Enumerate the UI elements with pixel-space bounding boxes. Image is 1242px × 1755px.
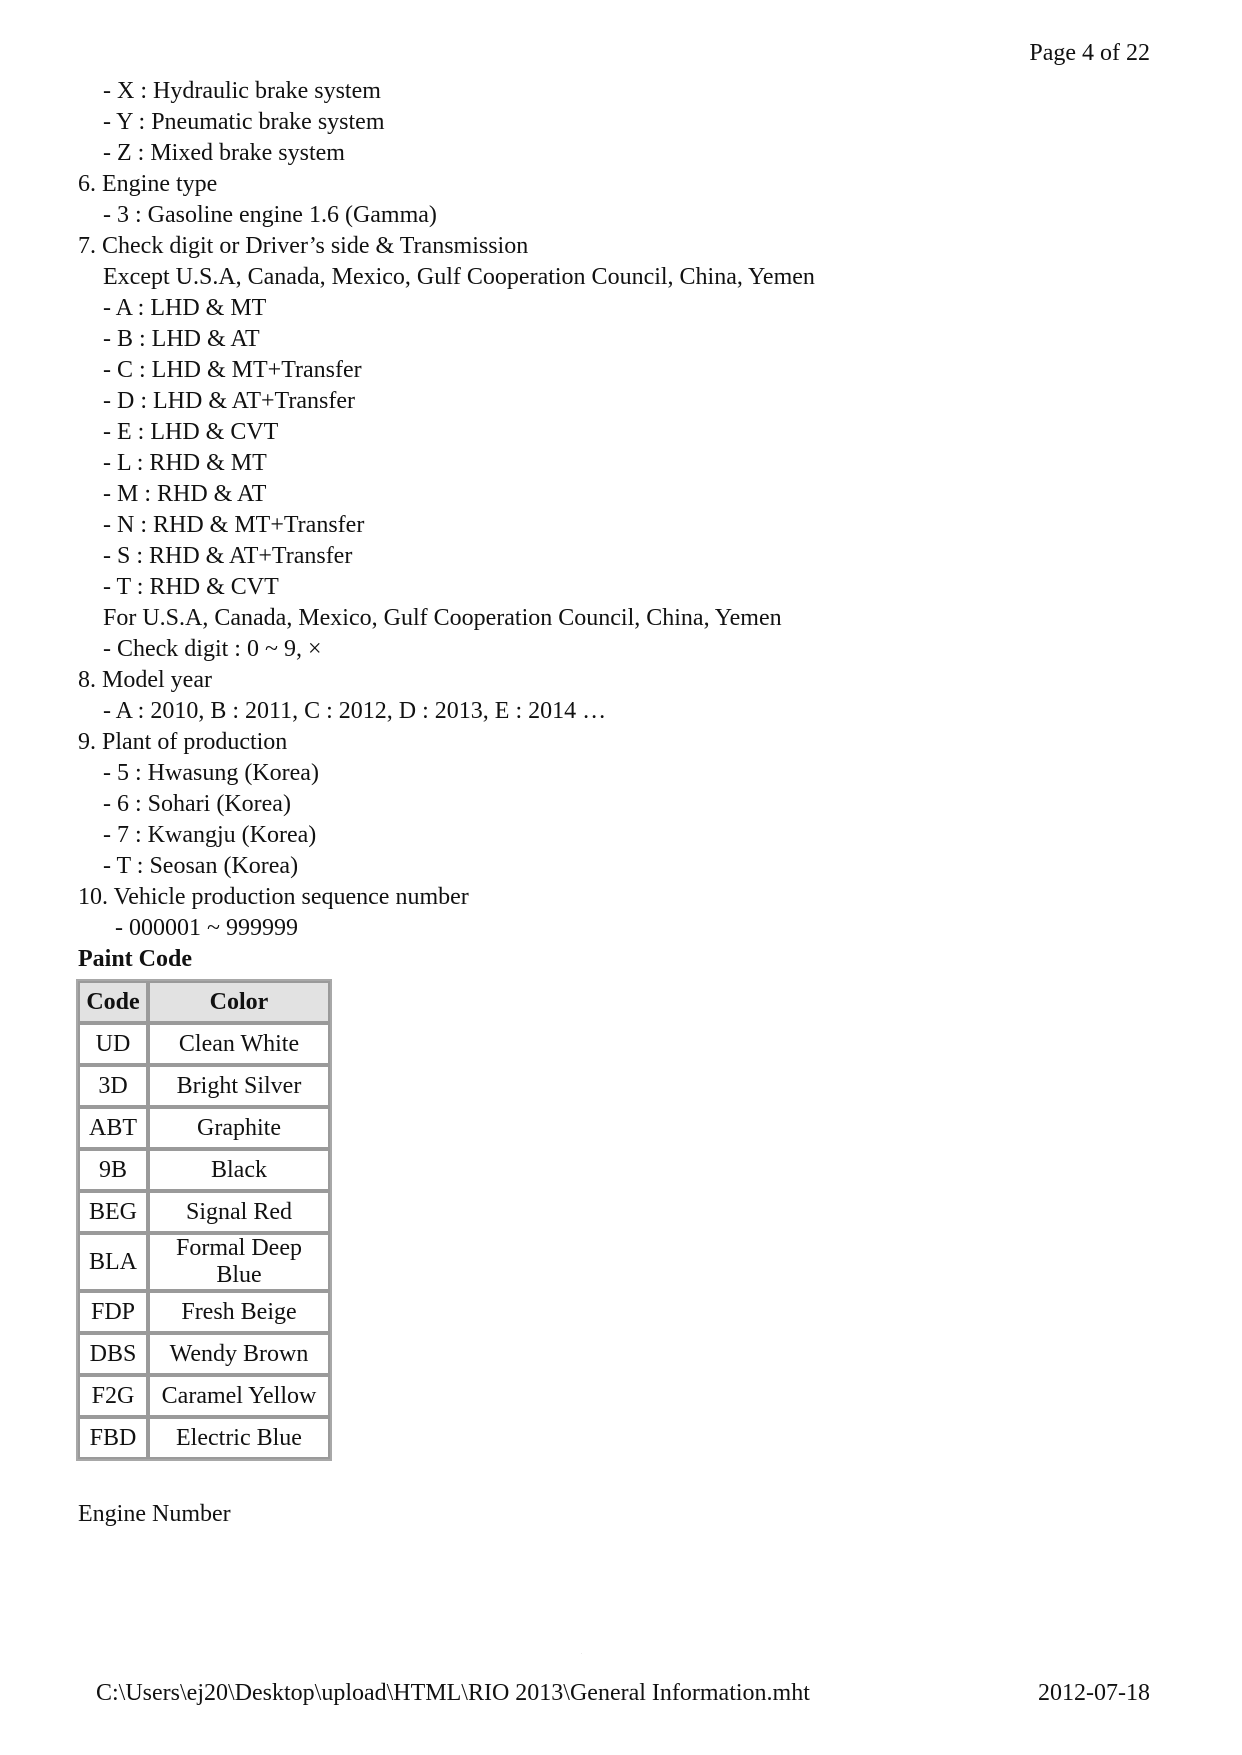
color-name-cell: Formal Deep Blue bbox=[148, 1233, 330, 1291]
list-item: - T : Seosan (Korea) bbox=[103, 853, 299, 879]
color-name-cell: Wendy Brown bbox=[148, 1333, 330, 1375]
table-row bbox=[78, 1065, 330, 1107]
color-name-cell: Caramel Yellow bbox=[148, 1375, 330, 1417]
column-header-color: Color bbox=[148, 981, 330, 1023]
list-item: - Z : Mixed brake system bbox=[103, 140, 345, 166]
list-item: - 6 : Sohari (Korea) bbox=[103, 791, 291, 817]
engine-number-heading: Engine Number bbox=[78, 1501, 231, 1527]
list-item: - E : LHD & CVT bbox=[103, 419, 279, 445]
list-item: - 3 : Gasoline engine 1.6 (Gamma) bbox=[103, 202, 437, 228]
color-name-cell: Bright Silver bbox=[148, 1065, 330, 1107]
paint-code-table bbox=[76, 979, 332, 1461]
footer-file-path: C:\Users\ej20\Desktop\upload\HTML\RIO 2013\General Information.mht bbox=[96, 1680, 810, 1706]
paint-code-title: Paint Code bbox=[78, 946, 192, 972]
list-item: - L : RHD & MT bbox=[103, 450, 267, 476]
list-heading: 10. Vehicle production sequence number bbox=[78, 884, 469, 910]
paint-code-cell: BEG bbox=[78, 1191, 148, 1233]
color-name-cell: Fresh Beige bbox=[148, 1291, 330, 1333]
paint-code-cell: BLA bbox=[78, 1233, 148, 1291]
page-number: Page 4 of 22 bbox=[1029, 40, 1150, 66]
vin-description-list bbox=[78, 76, 815, 944]
list-item: - N : RHD & MT+Transfer bbox=[103, 512, 365, 538]
list-item: Except U.S.A, Canada, Mexico, Gulf Cooperation Council, China, Yemen bbox=[103, 264, 815, 290]
color-name-cell: Clean White bbox=[148, 1023, 330, 1065]
list-heading: 8. Model year bbox=[78, 667, 212, 693]
paint-code-cell: UD bbox=[78, 1023, 148, 1065]
table-row bbox=[78, 1291, 330, 1333]
paint-code-cell: F2G bbox=[78, 1375, 148, 1417]
list-item: - T : RHD & CVT bbox=[103, 574, 279, 600]
table-row bbox=[78, 1233, 330, 1291]
paint-code-cell: 9B bbox=[78, 1149, 148, 1191]
list-heading: 6. Engine type bbox=[78, 171, 218, 197]
paint-code-cell: FBD bbox=[78, 1417, 148, 1459]
list-item: - 5 : Hwasung (Korea) bbox=[103, 760, 319, 786]
list-item: - S : RHD & AT+Transfer bbox=[103, 543, 353, 569]
table-row bbox=[78, 1375, 330, 1417]
paint-code-cell: FDP bbox=[78, 1291, 148, 1333]
list-item: - X : Hydraulic brake system bbox=[103, 78, 381, 104]
table-row bbox=[78, 1417, 330, 1459]
table-row bbox=[78, 1191, 330, 1233]
list-item: - 000001 ~ 999999 bbox=[115, 915, 298, 941]
table-row bbox=[78, 1107, 330, 1149]
list-item: - 7 : Kwangju (Korea) bbox=[103, 822, 317, 848]
list-heading: 9. Plant of production bbox=[78, 729, 288, 755]
list-item: - B : LHD & AT bbox=[103, 326, 260, 352]
color-name-cell: Electric Blue bbox=[148, 1417, 330, 1459]
watermark: · bbox=[580, 1648, 583, 1658]
table-header-row bbox=[78, 981, 330, 1023]
list-item: - Y : Pneumatic brake system bbox=[103, 109, 385, 135]
table-row bbox=[78, 1023, 330, 1065]
list-item: For U.S.A, Canada, Mexico, Gulf Cooperation Council, China, Yemen bbox=[103, 605, 782, 631]
table-row bbox=[78, 1149, 330, 1191]
color-name-cell: Black bbox=[148, 1149, 330, 1191]
document-body bbox=[78, 76, 815, 1530]
list-heading: 7. Check digit or Driver’s side & Transmission bbox=[78, 233, 529, 259]
list-item: - A : 2010, B : 2011, C : 2012, D : 2013, E : 2014 … bbox=[103, 698, 607, 724]
list-item: - D : LHD & AT+Transfer bbox=[103, 388, 355, 414]
color-name-cell: Signal Red bbox=[148, 1191, 330, 1233]
color-name-cell: Graphite bbox=[148, 1107, 330, 1149]
list-item: - M : RHD & AT bbox=[103, 481, 267, 507]
list-item: - A : LHD & MT bbox=[103, 295, 267, 321]
paint-code-cell: DBS bbox=[78, 1333, 148, 1375]
table-row bbox=[78, 1333, 330, 1375]
list-item: - Check digit : 0 ~ 9, × bbox=[103, 636, 322, 662]
paint-code-cell: 3D bbox=[78, 1065, 148, 1107]
paint-code-cell: ABT bbox=[78, 1107, 148, 1149]
list-item: - C : LHD & MT+Transfer bbox=[103, 357, 362, 383]
footer-date: 2012-07-18 bbox=[1038, 1680, 1150, 1706]
column-header-code: Code bbox=[78, 981, 148, 1023]
